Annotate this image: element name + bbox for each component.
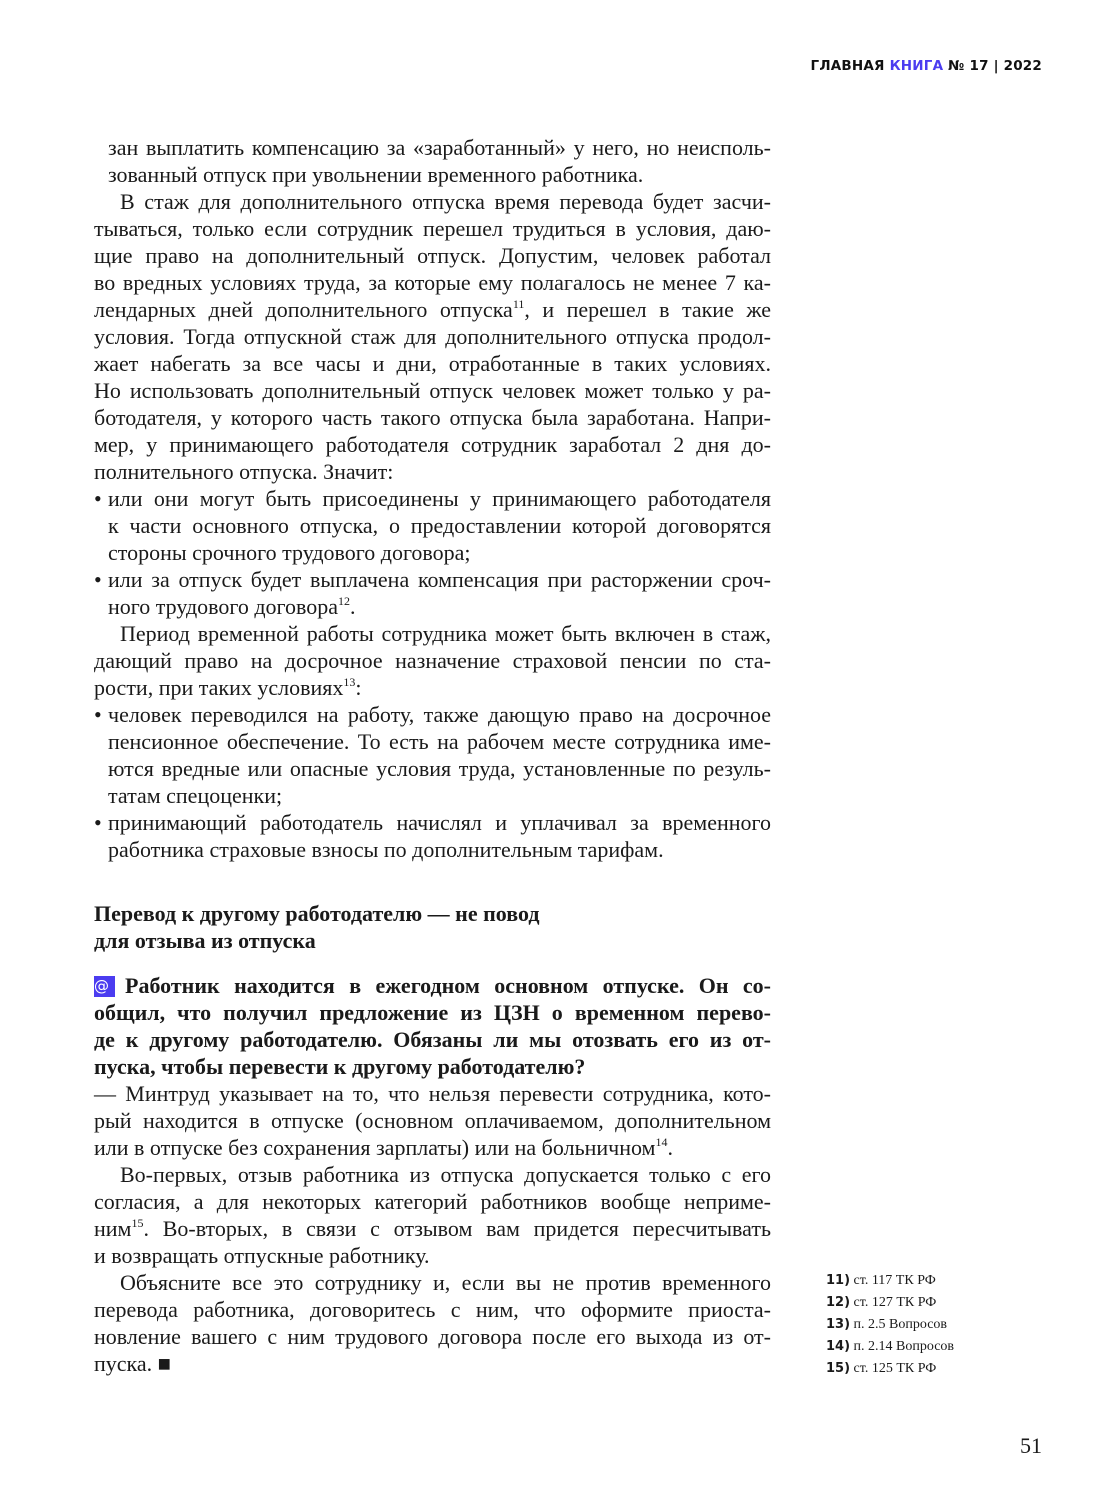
footnote xyxy=(826,1292,954,1314)
para-block xyxy=(94,1161,771,1269)
footnote xyxy=(826,1270,954,1292)
text-line: согласия, а для некоторых категорий работников вообще неприме- xyxy=(94,1189,771,1214)
footnotes xyxy=(826,1270,954,1380)
text-line: работника страховые взносы по дополнительным тарифам. xyxy=(108,837,664,862)
footnote-text: ст. 117 ТК РФ xyxy=(850,1273,936,1288)
footnote-text: п. 2.5 Вопросов xyxy=(850,1317,948,1332)
para-block xyxy=(94,1269,771,1377)
footnote-text: ст. 127 ТК РФ xyxy=(850,1295,937,1310)
bullet-mark: • xyxy=(94,810,102,835)
text-line: Перевод к другому работодателю — не повод xyxy=(94,901,540,926)
footnote-ref: 14 xyxy=(655,1135,668,1149)
footnote-number: 13) xyxy=(826,1317,851,1332)
footnote xyxy=(826,1358,954,1380)
text-line: @ Работник находится в ежегодном основном отпуске. Он со- xyxy=(94,973,771,998)
text-line: де к другому работодателю. Обязаны ли мы отозвать его из от- xyxy=(94,1027,771,1052)
text-line: щие право на дополнительный отпуск. Допустим, человек работал xyxy=(94,243,771,268)
footnote-ref: 15 xyxy=(131,1216,144,1230)
footnote-text: ст. 125 ТК РФ xyxy=(850,1361,937,1376)
text-line: ботодателя, у которого часть такого отпуска была заработана. Напри- xyxy=(94,405,771,430)
brand-main: ГЛАВНАЯ xyxy=(810,58,885,74)
issue-number: № 17 | 2022 xyxy=(948,58,1042,74)
footnote-ref: 12 xyxy=(338,594,351,608)
text-line: полнительного отпуска. Значит: xyxy=(94,459,394,484)
text-line: тываться, только если сотрудник перешел трудиться в условия, даю- xyxy=(94,216,771,241)
text-line: пенсионное обеспечение. То есть на рабочем месте сотрудника име- xyxy=(108,729,771,754)
footnote-text: п. 2.14 Вопросов xyxy=(850,1339,955,1354)
footnote-number: 12) xyxy=(826,1295,851,1310)
footnote-number: 11) xyxy=(826,1273,851,1288)
heading-block xyxy=(94,900,771,954)
text-line: Период временной работы сотрудника может быть включен в стаж, xyxy=(120,621,771,646)
text-line: ним$^{15}$. Во-вторых, в связи с отзывом вам придется пересчитывать xyxy=(94,1216,771,1241)
text-line: к части основного отпуска, о предоставлении которой договорятся xyxy=(108,513,771,538)
bullet-block xyxy=(94,566,771,620)
text-line: пуска. ■ xyxy=(94,1351,171,1376)
text-line: Объясните все это сотруднику и, если вы не против временного xyxy=(120,1270,771,1295)
text-line: рый находится в отпуске (основном оплачиваемом, дополнительном xyxy=(94,1108,771,1133)
brand-accent: КНИГА xyxy=(889,58,944,74)
text-line: жает набегать за все часы и дни, отработанные в таких условиях. xyxy=(94,351,771,376)
para-block xyxy=(94,188,771,485)
question-block xyxy=(94,972,771,1080)
bullet-mark: • xyxy=(94,567,102,592)
footnote-ref: 13 xyxy=(343,675,356,689)
footnote-number: 14) xyxy=(826,1339,851,1354)
text-line: Во-первых, отзыв работника из отпуска допускается только с его xyxy=(120,1162,771,1187)
text-line: принимающий работодатель начислял и уплачивал за временного xyxy=(108,810,771,835)
text-line: мер, у принимающего работодателя сотрудник заработал 2 дня до- xyxy=(94,432,771,457)
text-line: для отзыва из отпуска xyxy=(94,928,316,953)
bullet-mark: • xyxy=(94,486,102,511)
footnote xyxy=(826,1336,954,1358)
text-line: пуска, чтобы перевести к другому работодателю? xyxy=(94,1054,586,1079)
bullet-block xyxy=(94,485,771,566)
text-line: зованный отпуск при увольнении временного работника. xyxy=(108,162,644,187)
article-column xyxy=(94,134,771,1377)
page-number: 51 xyxy=(1020,1433,1042,1458)
running-header xyxy=(811,58,1042,74)
text-line: условия. Тогда отпускной стаж для дополнительного отпуска продол- xyxy=(94,324,771,349)
text-line: рости, при таких условиях$^{13}$: xyxy=(94,675,362,700)
bullet-block xyxy=(94,701,771,809)
text-line: Но использовать дополнительный отпуск человек может только у ра- xyxy=(94,378,771,403)
text-line: новление вашего с ним трудового договора после его выхода из от- xyxy=(94,1324,771,1349)
footnote-number: 15) xyxy=(826,1361,851,1376)
text-line: или за отпуск будет выплачена компенсация при расторжении сроч- xyxy=(108,567,771,592)
text-line: и возвращать отпускные работнику. xyxy=(94,1243,430,1268)
text-line: — Минтруд указывает на то, что нельзя перевести сотрудника, кото- xyxy=(94,1081,771,1106)
bullet-mark: • xyxy=(94,702,102,727)
text-line: ются вредные или опасные условия труда, установленные по резуль- xyxy=(108,756,771,781)
text-line: или в отпуске без сохранения зарплаты) или на больничном$^{14}$. xyxy=(94,1135,673,1160)
text-line: человек переводился на работу, также дающую право на досрочное xyxy=(108,702,771,727)
text-line: перевода работника, договоритесь с ним, что оформите приоста- xyxy=(94,1297,771,1322)
text-line: ного трудового договора$^{12}$. xyxy=(108,594,356,619)
text-line: или они могут быть присоединены у принимающего работодателя xyxy=(108,486,771,511)
cont-block xyxy=(94,134,771,188)
text-line: во вредных условиях труда, за которые ему полагалось не менее 7 ка- xyxy=(94,270,771,295)
answer-block xyxy=(94,1080,771,1161)
text-line: общил, что получил предложение из ЦЗН о временном перево- xyxy=(94,1000,771,1025)
text-line: татам спецоценки; xyxy=(108,783,283,808)
footnote-ref: 11 xyxy=(512,297,525,311)
para-block xyxy=(94,620,771,701)
footnote xyxy=(826,1314,954,1336)
text-line: зан выплатить компенсацию за «заработанный» у него, но неисполь- xyxy=(108,135,771,160)
text-line: дающий право на досрочное назначение страховой пенсии по ста- xyxy=(94,648,771,673)
text-line: стороны срочного трудового договора; xyxy=(108,540,471,565)
text-line: лендарных дней дополнительного отпуска$^{11}$, и перешел в такие же xyxy=(94,297,771,322)
bullet-block xyxy=(94,809,771,863)
at-icon: @ xyxy=(94,976,115,997)
text-line: В стаж для дополнительного отпуска время перевода будет засчи- xyxy=(120,189,771,214)
